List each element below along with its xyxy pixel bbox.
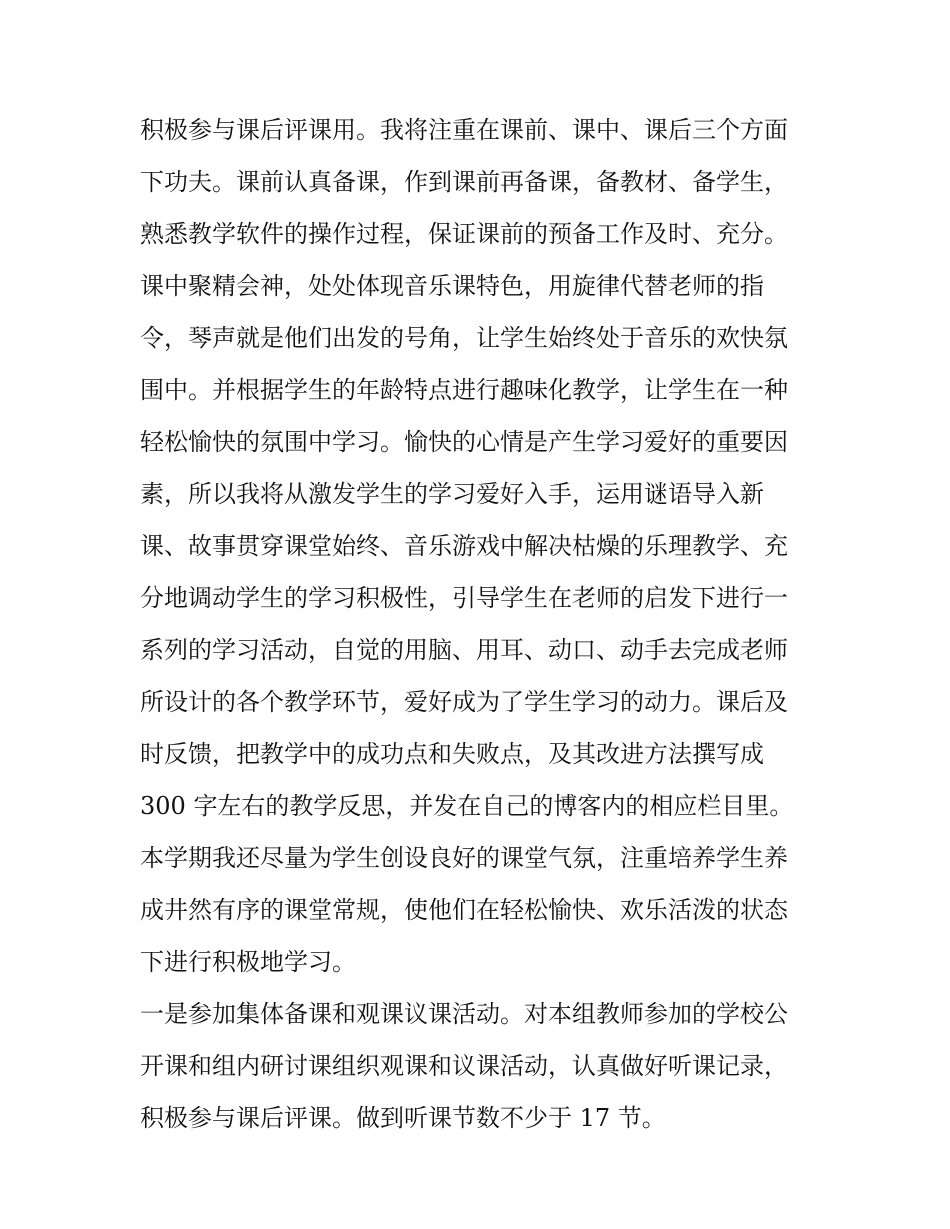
- text-line: 令，琴声就是他们出发的号角，让学生始终处于音乐的欢快氛: [140, 324, 788, 352]
- text-line: 一是参加集体备课和观课议课活动。对本组教师参加的学校公: [140, 1000, 788, 1028]
- text-line: 分地调动学生的学习积极性，引导学生在老师的启发下进行一: [140, 584, 788, 612]
- text-line: 下进行积极地学习。: [140, 948, 356, 976]
- text-line: 课、故事贯穿课堂始终、音乐游戏中解决枯燥的乐理教学、充: [140, 532, 788, 560]
- text-line: 300 字左右的教学反思，并发在自己的博客内的相应栏目里。: [140, 792, 794, 820]
- text-line: 成井然有序的课堂常规，使他们在轻松愉快、欢乐活泼的状态: [140, 896, 788, 924]
- text-line: 时反馈，把教学中的成功点和失败点，及其改进方法撰写成: [140, 740, 764, 768]
- text-line: 轻松愉快的氛围中学习。愉快的心情是产生学习爱好的重要因: [140, 428, 788, 456]
- body-text: [140, 104, 820, 1144]
- text-line: 课中聚精会神，处处体现音乐课特色，用旋律代替老师的指: [140, 272, 764, 300]
- text-line: 系列的学习活动，自觉的用脑、用耳、动口、动手去完成老师: [140, 636, 788, 664]
- text-line: 素，所以我将从激发学生的学习爱好入手，运用谜语导入新: [140, 480, 764, 508]
- text-line: 所设计的各个教学环节，爱好成为了学生学习的动力。课后及: [140, 688, 788, 716]
- text-line: 本学期我还尽量为学生创设良好的课堂气氛，注重培养学生养: [140, 844, 788, 872]
- text-line: 熟悉教学软件的操作过程，保证课前的预备工作及时、充分。: [140, 220, 788, 248]
- text-line: 围中。并根据学生的年龄特点进行趣味化教学，让学生在一种: [140, 376, 788, 404]
- text-line: 开课和组内研讨课组织观课和议课活动，认真做好听课记录，: [140, 1052, 788, 1080]
- text-line: 下功夫。课前认真备课，作到课前再备课，备教材、备学生，: [140, 168, 788, 196]
- text-line: 积极参与课后评课用。我将注重在课前、课中、课后三个方面: [140, 116, 788, 144]
- text-line: 积极参与课后评课。做到听课节数不少于 17 节。: [140, 1104, 666, 1132]
